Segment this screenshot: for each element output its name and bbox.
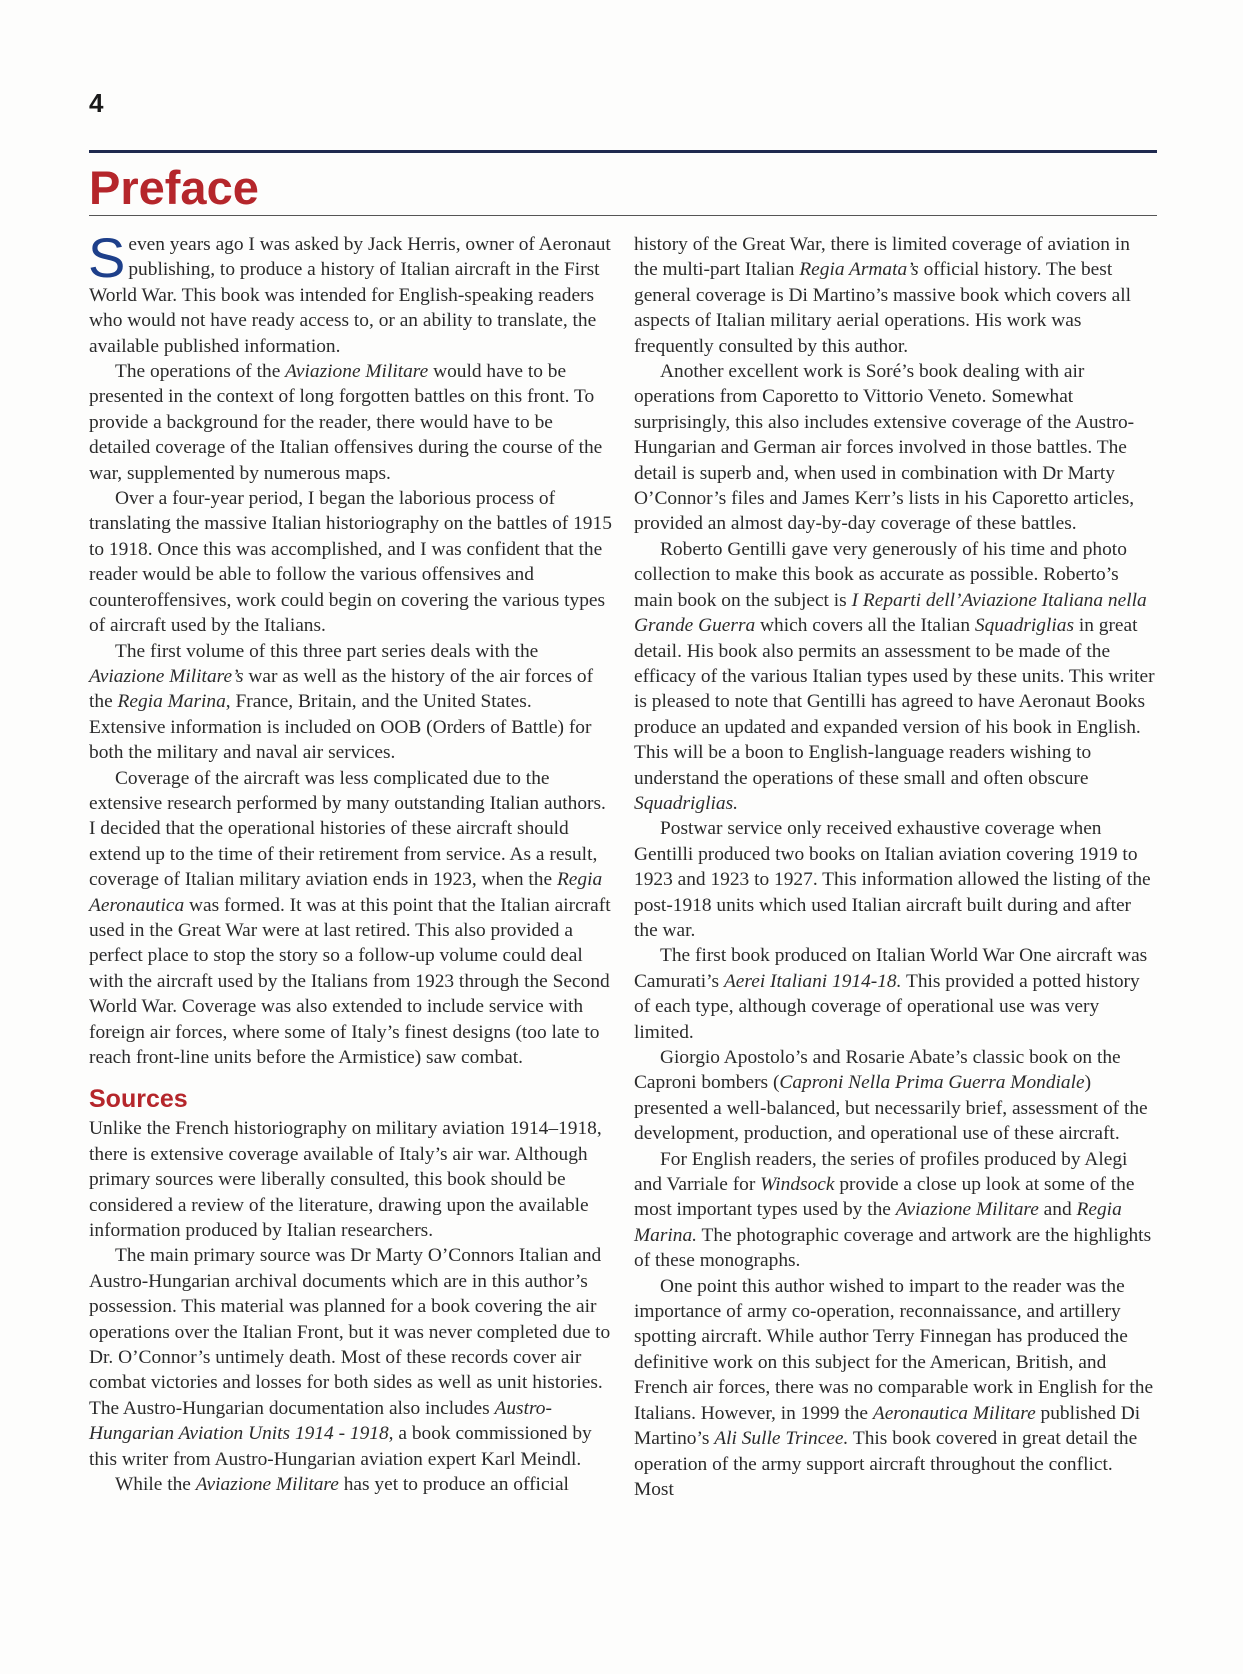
italic-title: Squadriglias. — [634, 792, 738, 814]
paragraph: The main primary source was Dr Marty O’Connors Italian and Austro-Hungarian archival documents which are in this author’s possession. This material was planned for a book covering the air operations over the Italian Front, but it was never completed due to Dr. O’Connor’s untimely death. Most of these records cover air combat victories and losses for both sides as well as unit histories. The Austro-Hungarian documentation also includes Austro-Hungarian Aviation Units 1914 - 1918, a book commissioned by this writer from Austro-Hungarian aviation expert Karl Meindl. — [89, 1245, 611, 1470]
italic-title: Aerei Italiani 1914-18. — [723, 970, 902, 992]
italic-title: Aviazione Militare — [285, 361, 429, 383]
paragraph: Coverage of the aircraft was less complicated due to the extensive research performed by many outstanding Italian authors. I decided that the operational histories of these aircraft should extend up to the time of their retirement from service. As a result, coverage of Italian military aviation ends in 1923, when the Regia Aeronautica was formed. It was at this point that the Italian aircraft used in the Great War were at last retired. This also provided a perfect place to stop the story so a follow-up volume could deal with the aircraft used by the Italians from 1923 through the Second World War. Coverage was also extended to include service with foreign air forces, where some of Italy’s finest designs (too late to reach front-line units before the Armistice) saw combat. — [89, 767, 611, 1068]
title-rule — [89, 215, 1157, 216]
paragraph: The first book produced on Italian World War One aircraft was Camurati’s Aerei Italiani 1914-18. This provided a potted history of each type, although coverage of operational use was very limited. — [634, 945, 1148, 1043]
header-rule — [89, 150, 1157, 153]
italic-title: Regia Armata’s — [799, 259, 919, 281]
page-number: 4 — [89, 88, 104, 118]
italic-title: I Reparti dell’Aviazione Italiana nella Grande Guerra — [634, 589, 1147, 637]
italic-title: Aeronautica Militare — [872, 1402, 1036, 1424]
paragraph: The first volume of this three part series deals with the Aviazione Militare’s war as well as the history of the air forces of the Regia Marina, France, Britain, and the United States. Extensive information is included on OOB (Orders of Battle) for both the military and naval air services. — [89, 640, 594, 764]
paragraph: history of the Great War, there is limited coverage of aviation in the multi-part Italian Regia Armata’s official history. The best general coverage is Di Martino’s massive book which covers all aspects of Italian military aerial operations. His work was frequently consulted by this author. — [634, 234, 1132, 357]
paragraph: One point this author wished to impart to the reader was the importance of army co-operation, reconnaissance, and artillery spotting aircraft. While author Terry Finnegan has produced the definitive work on this subject for the American, British, and French air forces, there was no comparable work in English for the Italians. However, in 1999 the Aeronautica Militare published Di Martino’s Ali Sulle Trincee. This book covered in great detail the operation of the army support aircraft throughout the conflict. Most — [634, 1275, 1154, 1500]
italic-title: Regia Marina — [117, 691, 226, 713]
page-title: Preface — [89, 161, 259, 214]
paragraph: Over a four-year period, I began the laborious process of translating the massive Italian historiography on the battles of 1915 to 1918. Once this was accomplished, and I was confident that the reader would be able to follow the various offensives and counteroffensives, work could begin on covering the various types of aircraft used by the Italians. — [89, 488, 612, 637]
section-heading-sources: Sources — [89, 1085, 188, 1114]
italic-title: Regia Marina. — [634, 1199, 1122, 1246]
paragraph: Postwar service only received exhaustive coverage when Gentilli produced two books on Italian aviation covering 1919 to 1923 and 1923 to 1927. This information allowed the listing of the post-1918 units which used Italian aircraft built during and after the war. — [634, 818, 1151, 941]
left-column — [88, 226, 612, 1498]
italic-title: Aviazione Militare — [195, 1474, 339, 1496]
paragraph-text: even years ago I was asked by Jack Herris, owner of Aeronaut publishing, to produce a history of Italian aircraft in the First World War. This book was intended for English-speaking readers who would not have ready access to, or an ability to translate, the available published information. — [89, 234, 611, 357]
paragraph: While the Aviazione Militare has yet to produce an official — [115, 1474, 569, 1496]
italic-title: Ali Sulle Trincee. — [714, 1428, 849, 1450]
italic-title: Caproni Nella Prima Guerra Mondiale — [779, 1072, 1085, 1094]
italic-title: Windsock — [760, 1174, 835, 1196]
paragraph: Another excellent work is Soré’s book dealing with air operations from Caporetto to Vittorio Veneto. Somewhat surprisingly, this also includes extensive coverage of the Austro-Hungarian and German air forces involved in those battles. The detail is superb and, when used in combination with Dr Marty O’Connor’s files and James Kerr’s lists in his Caporetto articles, provided an almost day-by-day coverage of these battles. — [634, 361, 1135, 535]
italic-title: Aviazione Militare’s — [89, 665, 244, 687]
paragraph: For English readers, the series of profiles produced by Alegi and Varriale for Windsock provide a close up look at some of the most important types used by the Aviazione Militare and Regia Marina. The photographic coverage and artwork are the highlights of these monographs. — [634, 1148, 1152, 1272]
italic-title: Squadriglias — [974, 615, 1074, 637]
italic-title: Austro-Hungarian Aviation Units 1914 - 1918 — [89, 1397, 552, 1445]
italic-title: Regia Aeronautica — [89, 869, 603, 916]
paragraph: The operations of the Aviazione Militare would have to be presented in the context of long forgotten battles on this front. To provide a background for the reader, there would have to be detailed coverage of the Italian offensives during the course of the war, supplemented by numerous maps. — [89, 361, 603, 484]
italic-title: Aviazione Militare — [895, 1199, 1039, 1221]
paragraph: Roberto Gentilli gave very generously of his time and photo collection to make this book as accurate as possible. Roberto’s main book on the subject is I Reparti dell’Aviazione Italiana nella Grande Guerra which covers all the Italian Squadriglias in great detail. His book also permits an assessment to be made of the efficacy of the various Italian types used by these units. This writer is pleased to note that Gentilli has agreed to have Aeronaut Books produce an updated and expanded version of his book in English. This will be a boon to English-language readers wishing to understand the operations of these small and often obscure Squadriglias. — [634, 538, 1155, 814]
paragraph: Unlike the French historiography on military aviation 1914–1918, there is extensive coverage available of Italy’s air war. Although primary sources were liberally consulted, this book should be considered a review of the literature, drawing upon the available information produced by Italian researchers. — [89, 1118, 602, 1242]
right-column — [634, 232, 1157, 1502]
drop-cap: S — [88, 226, 126, 289]
paragraph — [88, 226, 612, 359]
paragraph: Giorgio Apostolo’s and Rosarie Abate’s classic book on the Caproni bombers (Caproni Nella Prima Guerra Mondiale) presented a well-balanced, but necessarily brief, assessment of the development, production, and operational use of these aircraft. — [634, 1047, 1148, 1145]
